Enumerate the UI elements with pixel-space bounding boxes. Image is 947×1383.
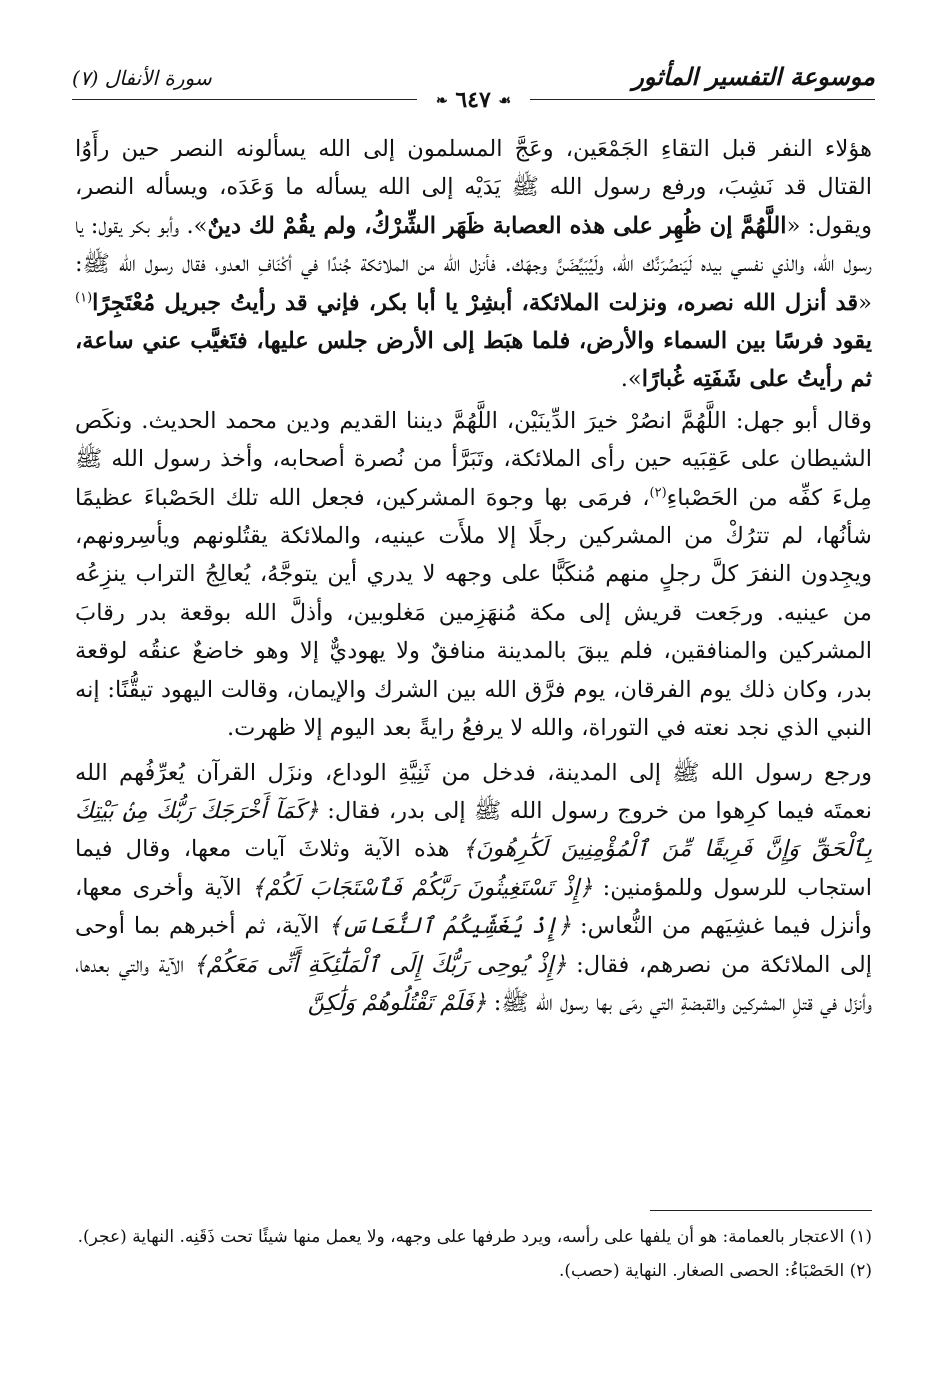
paragraph-1: [75, 130, 872, 399]
prophet-speech-cont: يقود فرسًا بين السماء والأرض، فلما هبَط إلى الأرض جلس عليها، فتَغيَّب عني ساعة، ثم رأيتُ على شَفَتِه غُبارًا: [75, 328, 872, 393]
page-header: [72, 58, 875, 113]
quran-verse-3: ﴿إِذْ يُغَشِّيكُمُ ٱلنُّعَاسَ﴾: [328, 913, 572, 940]
footnote-separator: [650, 1210, 872, 1211]
p2-text-a: وقال أبو جهل: اللَّهُمَّ انصُرْ خيرَ الدِّينَيْن، اللَّهُمَّ ديننا القديم ودين محمد الحديث. ونكَص الشيطان على عَقِبَيه حين رأى الملائكة، وتَبَرَّأ من نُصرة أصحابه، وأخذ رسول الله ﷺ مِلءَ كفِّه من الحَصْباءِ: [75, 407, 872, 511]
header-rule-right: [530, 99, 875, 100]
p3-text-c: الآية وأخرى معها، وأنزل فيما غشِيَهم من النُّعاس:: [75, 874, 872, 940]
book-title: موسوعة التفسير المأثور: [632, 62, 875, 91]
p1-text-a: هؤلاء النفر قبل التقاءِ الجَمْعَين، وعَجَّ المسلمون إلى الله يسألونه النصر حين رأَوُا القتال قد نَشِبَ، ورفع رسول الله ﷺ يَدَيْه إلى الله يسأله ما وَعَدَه، ويسأله النصر، ويقول: «: [75, 136, 872, 239]
header-rule-left: [72, 99, 417, 100]
quran-verse-4: ﴿إِذْ يُوحِى رَبُّكَ إِلَى ٱلْمَلَٰٓئِكَةِ أَنِّى مَعَكُمْ﴾: [193, 951, 567, 978]
p1-text-c: ». وأبو بكر يقول: يا رسول الله، والذي نفسي بيده لَيَنصُرَنَّك الله، ولَيُبَيِّضَنَّ وجهَك. فأنزل الله من الملائكة جُندًا في أكْنَافِ العدو، فقال رسول الله ﷺ: «: [75, 212, 872, 316]
quran-verse-1: ﴿كَمَآ أَخْرَجَكَ رَبُّكَ مِنۢ بَيْتِكَ بِٱلْحَقِّ وَإِنَّ فَرِيقًا مِّنَ ٱلْمُؤْمِنِينَ لَكَٰرِهُونَ﴾: [75, 797, 872, 863]
ornament-left-icon: ❧: [435, 93, 448, 109]
footnote-1: (١) الاعتجار بالعمامة: هو أن يلفها على رأسه، ويرد طرفها على وجهه، ولا يعمل منها شيئًا تحت ذَقَنِه. النهاية (عجر).: [77, 1227, 872, 1247]
footnotes: [75, 1222, 872, 1290]
p3-text-b: هذه الآية وثلاثَ آيات معها، وقال فيما استجاب للرسول وللمؤمنين:: [75, 836, 872, 901]
p1-text-f: ».: [620, 366, 642, 393]
p2-text-b: ، فرمَى بها وجوهَ المشركين، فجعل الله تلك الحَصْباءَ عظيمًا شأنُها، لم تترُكْ من المشركين رجلًا إلا ملأَت عينيه، والملائكة يقتُلونهم ويأسِرونهم، ويجِدون النفرَ كلَّ رجلٍ منهم مُنكَبًّا على وجهه لا يدري أين يتوجَّهُ، يُعالِجُ التراب ينزِعُه من عينيه. ورجَعت قريش إلى مكة مُنهَزِمين مَغلوبين، وأذلَّ الله بوقعة بدر رقابَ المشركين والمنافقين، فلم يبقَ بالمدينة منافقٌ ولا يهوديٌّ إلا وهو خاضعٌ عنقُه لوقعة بدر، وكان ذلك يوم الفرقان، يوم فرَّق الله بين الشرك والإيمان، وقالت اليهود تيقُّنًا: إنه النبي الذي نجد نعته في التوراة، والله لا يرفعُ رايةً بعد اليوم إلا ظهرت.: [75, 484, 872, 742]
footnote-ref-1[interactable]: (١): [75, 290, 93, 306]
paragraph-2: [75, 402, 872, 748]
prophet-speech: قد أنزل الله نصره، ونزلت الملائكة، أبشِرْ يا أبا بكر، فإني قد رأيتُ جبريل مُعْتَجِرًا: [92, 289, 859, 316]
page-number: [430, 88, 517, 113]
main-text: [75, 130, 872, 1025]
quran-verse-2: ﴿إِذْ تَسْتَغِيثُونَ رَبَّكُمْ فَٱسْتَجَابَ لَكُمْ﴾: [251, 874, 593, 901]
page-number-text: ٦٤٧: [455, 87, 491, 113]
ornament-right-icon: ☙: [498, 93, 512, 109]
prophet-prayer: اللَّهُمَّ إن ظُهِر على هذه العصابة ظَهَر الشِّرْكُ، ولم يقُمْ لك دينٌ: [207, 212, 787, 239]
p3-text-a: ورجع رسول الله ﷺ إلى المدينة، فدخل من ثَنِيَّةِ الوداع، ونزَل القرآن يُعرِّفُهم الله نعمتَه فيما كرِهوا من خروج رسول الله ﷺ إلى بدر، فقال:: [75, 759, 873, 824]
footnote-2: (٢) الحَصْبَاءُ: الحصى الصغار. النهاية (حصب).: [558, 1261, 872, 1281]
paragraph-3: [75, 754, 872, 1023]
p3-text-e: الآية والتي بعدها، وأنزَل في قتلِ المشركين والقبضةِ التي رمَى بها رسول الله ﷺ:: [75, 951, 872, 1016]
p3-text-d: الآية، ثم أخبرهم بما أوحى إلى الملائكة من نصرهم، فقال:: [75, 913, 872, 978]
page-number-band: [72, 88, 875, 112]
footnote-ref-2[interactable]: (٢): [649, 485, 667, 501]
surah-label: سورة الأنفال (٧): [72, 66, 212, 90]
quran-verse-5: ﴿فَلَمْ تَقْتُلُوهُمْ وَلَٰكِنَّ: [307, 989, 487, 1016]
